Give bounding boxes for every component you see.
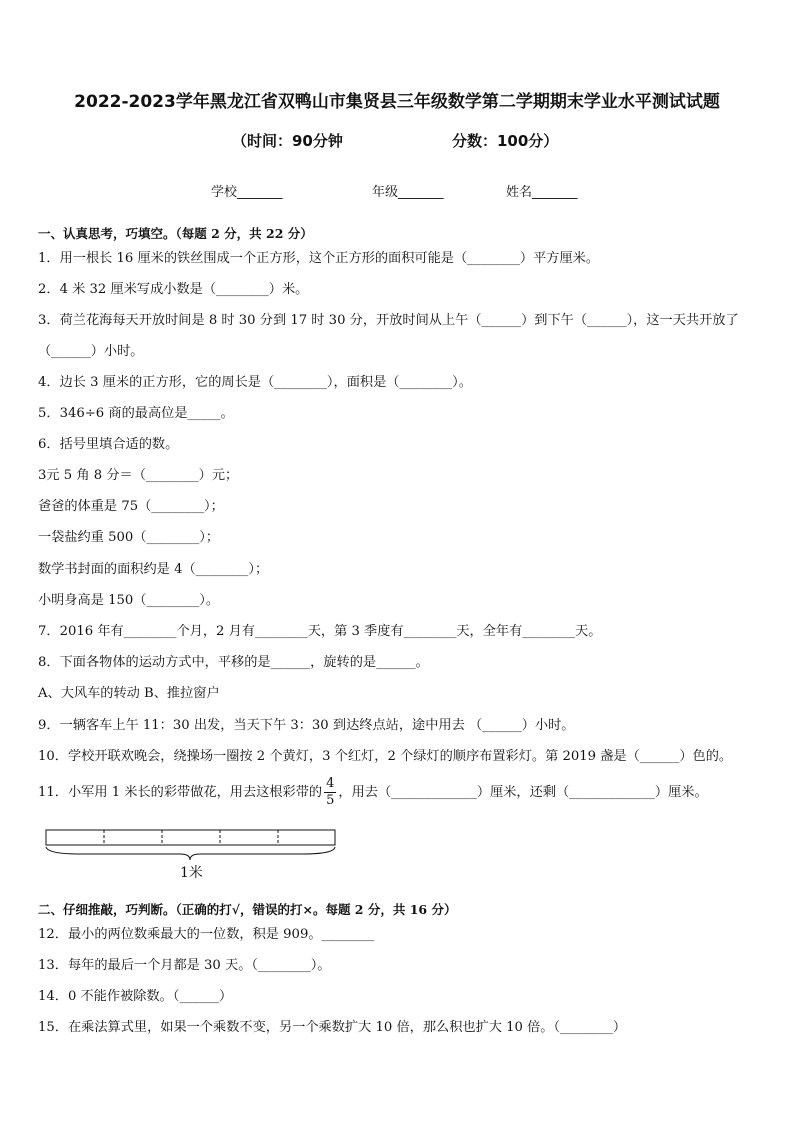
ribbon-rect <box>46 830 335 845</box>
fraction-four-fifths <box>324 776 336 809</box>
question-11-text: 11．小军用 1 米长的彩带做花，用去这根彩带的 <box>38 785 323 800</box>
question-6c: 一袋盐约重 500（________）； <box>38 530 220 545</box>
section-1-heading: 一、认真思考，巧填空。（每题 2 分，共 22 分） <box>38 226 313 241</box>
exam-score: 分数：100分） <box>452 132 559 150</box>
exam-title: 2022-2023学年黑龙江省双鸭山市集贤县三年级数学第二学期期末学业水平测试试题 <box>74 92 720 112</box>
question-11 <box>38 775 708 811</box>
question-15: 15．在乘法算式里，如果一个乘数不变，另一个乘数扩大 10 倍，那么积也扩大 10 倍。（________） <box>38 1020 627 1035</box>
question-9: 9．一辆客车上午 11：30 出发，当天下午 3：30 到达终点站，途中用去 （______）小时。 <box>38 718 575 733</box>
fraction-denominator: 5 <box>326 793 335 808</box>
question-14: 14．0 不能作被除数。（______） <box>38 989 233 1004</box>
exam-time: （时间：90分钟 <box>232 132 343 150</box>
section-2-heading: 二、仔细推敲，巧判断。（正确的打√，错误的打×。每题 2 分，共 16 分） <box>38 902 457 917</box>
name-field: 姓名_______ <box>506 185 578 200</box>
question-2: 2．4 米 32 厘米写成小数是（________）米。 <box>38 282 309 297</box>
question-12: 12．最小的两位数乘最大的一位数，积是 909。________ <box>38 927 375 942</box>
question-6: 6．括号里填合适的数。 <box>38 437 179 452</box>
question-3: 3．荷兰花海每天开放时间是 8 时 30 分到 17 时 30 分，开放时间从上午（______）到下午（______），这一天共开放了 <box>38 313 739 328</box>
question-6d: 数学书封面的面积约是 4（________）； <box>38 562 269 577</box>
school-field: 学校_______ <box>211 185 283 200</box>
grade-field: 年级_______ <box>372 185 444 200</box>
question-10: 10．学校开联欢晚会，绕操场一圈按 2 个黄灯，3 个红灯，2 个绿灯的顺序布置彩灯。第 2019 盏是（______）色的。 <box>38 749 733 764</box>
question-8-options: A、大风车的转动 B、推拉窗户 <box>38 686 220 701</box>
question-3-cont: （______）小时。 <box>38 344 144 359</box>
question-7: 7．2016 年有________个月，2 月有________天，第 3 季度有________天，全年有________天。 <box>38 624 602 639</box>
question-11-rest: ，用去（_____________）厘米，还剩（_____________）厘米。 <box>338 785 708 800</box>
question-6e: 小明身高是 150（________）。 <box>38 593 220 608</box>
question-6a: 3元 5 角 8 分＝（________）元； <box>38 468 239 483</box>
ribbon-diagram <box>40 826 340 884</box>
question-8: 8．下面各物体的运动方式中，平移的是______，旋转的是______。 <box>38 655 429 670</box>
brace <box>46 847 335 860</box>
fraction-numerator: 4 <box>326 776 335 791</box>
question-13: 13．每年的最后一个月都是 30 天。（________）。 <box>38 958 331 973</box>
question-1: 1．用一根长 16 厘米的铁丝围成一个正方形，这个正方形的面积可能是（________）平方厘米。 <box>38 251 600 266</box>
question-5: 5．346÷6 商的最高位是_____。 <box>38 406 234 421</box>
question-4: 4．边长 3 厘米的正方形，它的周长是（________），面积是（________）。 <box>38 375 472 390</box>
question-6b: 爸爸的体重是 75（________）； <box>38 499 224 514</box>
ribbon-label: 1米 <box>180 865 203 881</box>
